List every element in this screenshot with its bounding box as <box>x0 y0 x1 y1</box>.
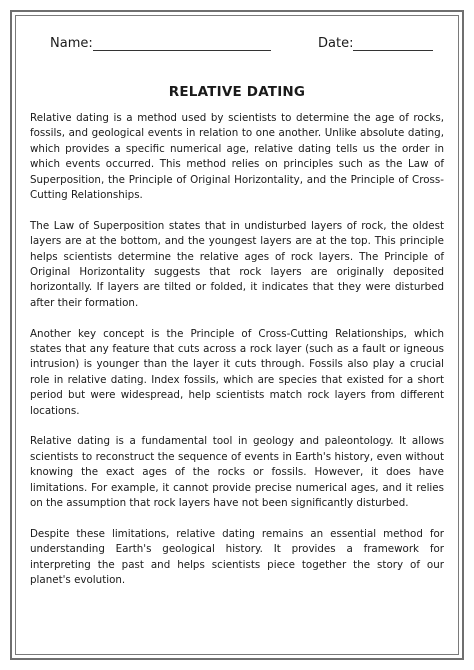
paragraph: Relative dating is a fundamental tool in geology and paleontology. It allows scientists to reconstruct the sequence of events in Earth's history, even without knowing the exact ages of the rocks or fossils. However, it does have limitations. For example, it cannot provide precise numerical ages, and it relies on the assumption that rock layers have not been significantly disturbed. <box>30 435 444 510</box>
date-blank-line[interactable] <box>353 36 433 51</box>
date-field <box>318 36 433 51</box>
article-body <box>30 111 444 604</box>
name-label: Name: <box>50 36 93 51</box>
paragraph: Another key concept is the Principle of Cross-Cutting Relationships, which states that any feature that cuts across a rock layer (such as a fault or igneous intrusion) is younger than the layer it cuts through. Fossils also play a crucial role in relative dating. Index fossils, which are species that existed for a short period but were widespread, help scientists match rock layers from different locations. <box>30 327 444 417</box>
paragraph: The Law of Superposition states that in undisturbed layers of rock, the oldest layers are at the bottom, and the youngest layers are at the top. This principle helps scientists determine the relative ages of rock layers. The Principle of Original Horizontality suggests that rock layers are originally deposited horizontally. If layers are tilted or folded, it indicates that they were disturbed after their formation. <box>30 219 444 309</box>
name-blank-line[interactable] <box>93 36 271 51</box>
paragraph: Relative dating is a method used by scientists to determine the age of rocks, fossils, and geological events in relation to one another. Unlike absolute dating, which provides a specific numerical age, relative dating tells us the order in which events occurred. This method relies on principles such as the Law of Superposition, the Principle of Original Horizontality, and the Principle of Cross-Cutting Relationships. <box>30 112 444 202</box>
name-field <box>50 36 271 51</box>
worksheet-header <box>50 36 442 58</box>
worksheet-border <box>10 10 464 660</box>
date-label: Date: <box>318 36 354 51</box>
worksheet-inner-border <box>15 15 459 655</box>
page-title: RELATIVE DATING <box>168 84 306 100</box>
paragraph: Despite these limitations, relative dating remains an essential method for understanding Earth's geological history. It provides a framework for interpreting the past and helps scientists piece together the story of our planet's evolution. <box>30 527 444 587</box>
